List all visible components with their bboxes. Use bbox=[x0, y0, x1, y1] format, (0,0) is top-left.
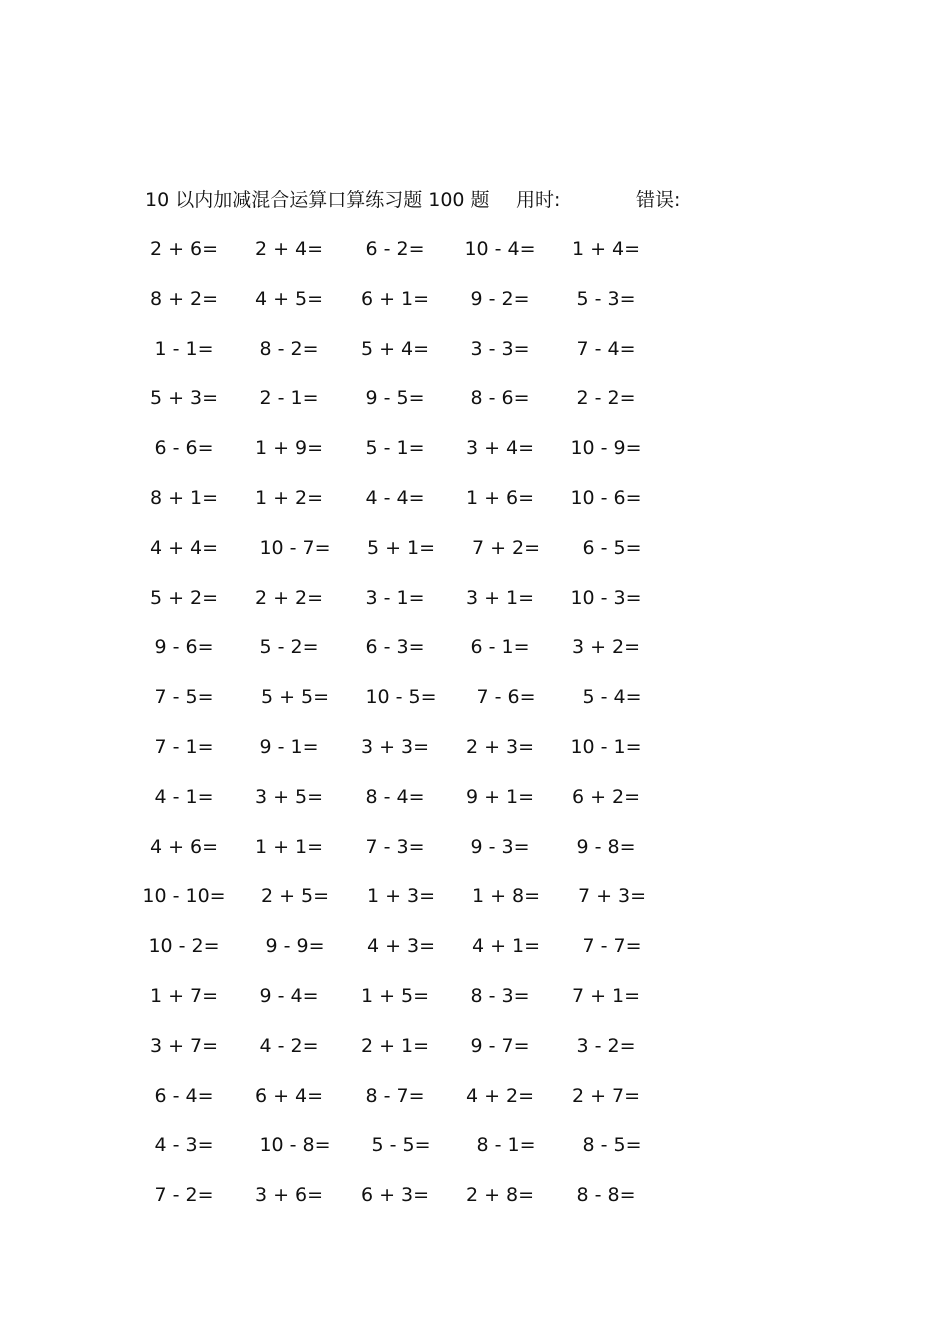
problem-row bbox=[0, 1180, 950, 1210]
arithmetic-problem: 10 - 9= bbox=[570, 437, 642, 460]
problem-row bbox=[0, 981, 950, 1011]
arithmetic-problem: 7 - 6= bbox=[476, 686, 536, 709]
problem-row bbox=[0, 1031, 950, 1061]
arithmetic-problem: 1 - 1= bbox=[154, 337, 214, 360]
arithmetic-problem: 10 - 8= bbox=[259, 1134, 331, 1157]
arithmetic-problem: 7 + 1= bbox=[571, 985, 641, 1007]
arithmetic-problem: 9 - 1= bbox=[259, 736, 319, 758]
arithmetic-problem: 7 - 1= bbox=[154, 736, 214, 758]
arithmetic-problem: 5 - 1= bbox=[365, 437, 425, 460]
arithmetic-problem: 3 - 1= bbox=[365, 586, 425, 609]
arithmetic-problem: 1 + 6= bbox=[465, 487, 535, 509]
problem-row bbox=[0, 632, 950, 662]
arithmetic-problem: 1 + 7= bbox=[149, 985, 219, 1007]
arithmetic-problem: 4 + 2= bbox=[465, 1084, 535, 1107]
arithmetic-problem: 2 - 2= bbox=[576, 387, 636, 410]
arithmetic-problem: 1 + 1= bbox=[254, 835, 324, 858]
arithmetic-problem: 6 - 2= bbox=[365, 238, 425, 260]
arithmetic-problem: 8 + 1= bbox=[149, 487, 219, 509]
arithmetic-problem: 5 + 2= bbox=[149, 586, 219, 609]
problem-row bbox=[0, 433, 950, 463]
arithmetic-problem: 4 - 4= bbox=[365, 487, 425, 509]
arithmetic-problem: 9 - 7= bbox=[470, 1034, 530, 1057]
problem-row bbox=[0, 284, 950, 314]
arithmetic-problem: 8 - 6= bbox=[470, 387, 530, 410]
arithmetic-problem: 1 + 8= bbox=[471, 885, 541, 908]
arithmetic-problem: 9 + 1= bbox=[465, 785, 535, 808]
arithmetic-problem: 5 - 5= bbox=[371, 1134, 431, 1157]
arithmetic-problem: 2 + 7= bbox=[571, 1084, 641, 1107]
arithmetic-problem: 6 + 1= bbox=[360, 287, 430, 310]
arithmetic-problem: 5 - 2= bbox=[259, 636, 319, 659]
arithmetic-problem: 7 - 5= bbox=[154, 686, 214, 709]
arithmetic-problem: 8 + 2= bbox=[149, 287, 219, 310]
arithmetic-problem: 7 - 2= bbox=[154, 1184, 214, 1207]
arithmetic-problem: 7 + 2= bbox=[471, 536, 541, 559]
arithmetic-problem: 3 - 2= bbox=[576, 1034, 636, 1057]
problem-row bbox=[0, 383, 950, 413]
arithmetic-problem: 2 + 5= bbox=[260, 885, 330, 908]
problem-row bbox=[0, 931, 950, 961]
arithmetic-problem: 10 - 10= bbox=[142, 885, 226, 908]
arithmetic-problem: 6 - 5= bbox=[582, 536, 642, 559]
arithmetic-problem: 1 + 3= bbox=[366, 885, 436, 908]
problem-row bbox=[0, 234, 950, 264]
worksheet-header bbox=[145, 186, 765, 214]
arithmetic-problem: 4 + 4= bbox=[149, 536, 219, 559]
arithmetic-problem: 9 - 3= bbox=[470, 835, 530, 858]
arithmetic-problem: 6 + 3= bbox=[360, 1184, 430, 1207]
arithmetic-problem: 7 - 4= bbox=[576, 337, 636, 360]
arithmetic-problem: 8 - 3= bbox=[470, 985, 530, 1007]
problem-row bbox=[0, 881, 950, 911]
arithmetic-problem: 8 - 5= bbox=[582, 1134, 642, 1157]
arithmetic-problem: 3 + 1= bbox=[465, 586, 535, 609]
arithmetic-problem: 5 + 4= bbox=[360, 337, 430, 360]
arithmetic-problem: 7 - 7= bbox=[582, 935, 642, 958]
problem-row bbox=[0, 782, 950, 812]
arithmetic-problem: 6 + 2= bbox=[571, 785, 641, 808]
arithmetic-problem: 3 - 3= bbox=[470, 337, 530, 360]
arithmetic-problem: 9 - 4= bbox=[259, 985, 319, 1007]
arithmetic-problem: 9 - 8= bbox=[576, 835, 636, 858]
arithmetic-problem: 5 + 3= bbox=[149, 387, 219, 410]
arithmetic-problem: 1 + 9= bbox=[254, 437, 324, 460]
arithmetic-problem: 9 - 9= bbox=[265, 935, 325, 958]
arithmetic-problem: 5 - 4= bbox=[582, 686, 642, 709]
arithmetic-problem: 2 + 1= bbox=[360, 1034, 430, 1057]
arithmetic-problem: 2 + 2= bbox=[254, 586, 324, 609]
problem-row bbox=[0, 732, 950, 762]
arithmetic-problem: 2 - 1= bbox=[259, 387, 319, 410]
arithmetic-problem: 10 - 6= bbox=[570, 487, 642, 509]
arithmetic-problem: 4 + 1= bbox=[471, 935, 541, 958]
arithmetic-problem: 5 - 3= bbox=[576, 287, 636, 310]
arithmetic-problem: 4 - 1= bbox=[154, 785, 214, 808]
arithmetic-problem: 3 + 5= bbox=[254, 785, 324, 808]
arithmetic-problem: 10 - 2= bbox=[148, 935, 220, 958]
arithmetic-problem: 8 - 4= bbox=[365, 785, 425, 808]
problem-row bbox=[0, 583, 950, 613]
arithmetic-problem: 2 + 6= bbox=[149, 238, 219, 260]
time-used-label: 用时: bbox=[516, 189, 561, 211]
arithmetic-problem: 4 - 3= bbox=[154, 1134, 214, 1157]
arithmetic-problem: 4 - 2= bbox=[259, 1034, 319, 1057]
arithmetic-problem: 9 - 6= bbox=[154, 636, 214, 659]
arithmetic-problem: 10 - 7= bbox=[259, 536, 331, 559]
arithmetic-problem: 7 - 3= bbox=[365, 835, 425, 858]
arithmetic-problem: 8 - 8= bbox=[576, 1184, 636, 1207]
arithmetic-problem: 9 - 2= bbox=[470, 287, 530, 310]
arithmetic-problem: 9 - 5= bbox=[365, 387, 425, 410]
arithmetic-problem: 6 - 1= bbox=[470, 636, 530, 659]
arithmetic-problem: 10 - 4= bbox=[464, 238, 536, 260]
arithmetic-problem: 3 + 6= bbox=[254, 1184, 324, 1207]
arithmetic-problem: 1 + 4= bbox=[571, 238, 641, 260]
arithmetic-problem: 1 + 2= bbox=[254, 487, 324, 509]
arithmetic-problem: 1 + 5= bbox=[360, 985, 430, 1007]
arithmetic-problem: 4 + 6= bbox=[149, 835, 219, 858]
arithmetic-problem: 6 + 4= bbox=[254, 1084, 324, 1107]
arithmetic-problem: 4 + 5= bbox=[254, 287, 324, 310]
arithmetic-problem: 3 + 7= bbox=[149, 1034, 219, 1057]
arithmetic-problem: 8 - 7= bbox=[365, 1084, 425, 1107]
arithmetic-problem: 7 + 3= bbox=[577, 885, 647, 908]
arithmetic-problem: 10 - 3= bbox=[570, 586, 642, 609]
arithmetic-problem: 10 - 5= bbox=[365, 686, 437, 709]
problem-row bbox=[0, 682, 950, 712]
arithmetic-problem: 6 - 4= bbox=[154, 1084, 214, 1107]
arithmetic-problem: 6 - 6= bbox=[154, 437, 214, 460]
problem-row bbox=[0, 832, 950, 862]
arithmetic-problem: 3 + 3= bbox=[360, 736, 430, 758]
arithmetic-problem: 3 + 4= bbox=[465, 437, 535, 460]
arithmetic-problem: 2 + 3= bbox=[465, 736, 535, 758]
problem-row bbox=[0, 334, 950, 364]
arithmetic-problem: 3 + 2= bbox=[571, 636, 641, 659]
problem-row bbox=[0, 483, 950, 513]
errors-label: 错误: bbox=[636, 189, 681, 211]
worksheet-title: 10 以内加减混合运算口算练习题 100 题 bbox=[145, 189, 490, 211]
problem-row bbox=[0, 1081, 950, 1111]
arithmetic-problem: 6 - 3= bbox=[365, 636, 425, 659]
problem-row bbox=[0, 533, 950, 563]
arithmetic-problem: 2 + 8= bbox=[465, 1184, 535, 1207]
arithmetic-problem: 10 - 1= bbox=[570, 736, 642, 758]
arithmetic-problem: 2 + 4= bbox=[254, 238, 324, 260]
arithmetic-problem: 8 - 1= bbox=[476, 1134, 536, 1157]
arithmetic-problem: 5 + 1= bbox=[366, 536, 436, 559]
arithmetic-problem: 8 - 2= bbox=[259, 337, 319, 360]
problem-row bbox=[0, 1130, 950, 1160]
arithmetic-problem: 5 + 5= bbox=[260, 686, 330, 709]
arithmetic-problem: 4 + 3= bbox=[366, 935, 436, 958]
